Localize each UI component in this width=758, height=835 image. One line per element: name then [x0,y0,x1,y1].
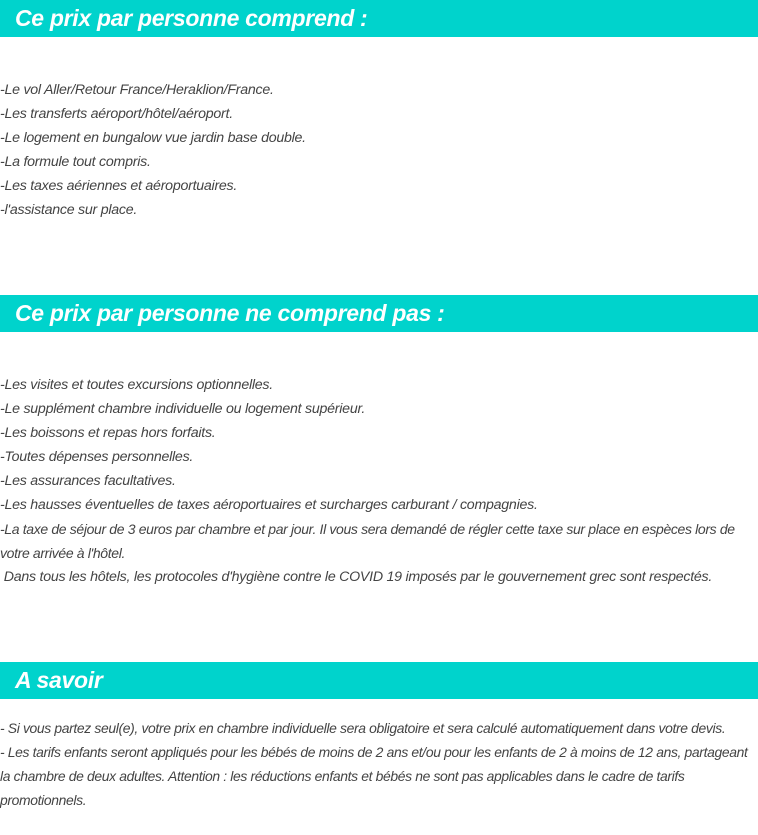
list-item: - Les tarifs enfants seront appliqués pour les bébés de moins de 2 ans et/ou pour les enfants de 2 à moins de 12 ans, partageant la chambre de deux adultes. Attention : les réductions enfants et bébés ne sont pas applicables dans le cadre de tarifs promotionnels. [0,744,748,808]
included-list [0,78,758,222]
list-item: -l'assistance sur place. [0,202,138,218]
list-item: -Les assurances facultatives. [0,473,176,489]
list-item: -La formule tout compris. [0,154,151,170]
section-header-not-included: Ce prix par personne ne comprend pas : [0,295,758,332]
list-item: -Le logement en bungalow vue jardin base double. [0,130,306,146]
list-item: -Les taxes aériennes et aéroportuaires. [0,178,238,194]
list-item: -Les boissons et repas hors forfaits. [0,425,216,441]
list-item: -Les hausses éventuelles de taxes aéroportuaires et surcharges carburant / compagnies. [0,497,538,513]
section-header-a-savoir: A savoir [0,662,758,699]
list-item: -Toutes dépenses personnelles. [0,449,194,465]
list-item: -La taxe de séjour de 3 euros par chambre et par jour. Il vous sera demandé de régler cette taxe sur place en espèces lors de votre arrivée à l'hôtel. [0,521,735,561]
section-header-included: Ce prix par personne comprend : [0,0,758,37]
list-item: - Si vous partez seul(e), votre prix en chambre individuelle sera obligatoire et sera calculé automatiquement dans votre devis. [0,720,726,736]
list-item: -Les transferts aéroport/hôtel/aéroport. [0,106,233,122]
not-included-list [0,373,758,589]
a-savoir-list [0,716,758,812]
list-item: -Les visites et toutes excursions optionnelles. [0,377,273,393]
list-item: -Le vol Aller/Retour France/Heraklion/France. [0,82,274,98]
covid-notice: Dans tous les hôtels, les protocoles d'hygiène contre le COVID 19 imposés par le gouvernement grec sont respectés. [0,569,713,585]
list-item: -Le supplément chambre individuelle ou logement supérieur. [0,401,366,417]
